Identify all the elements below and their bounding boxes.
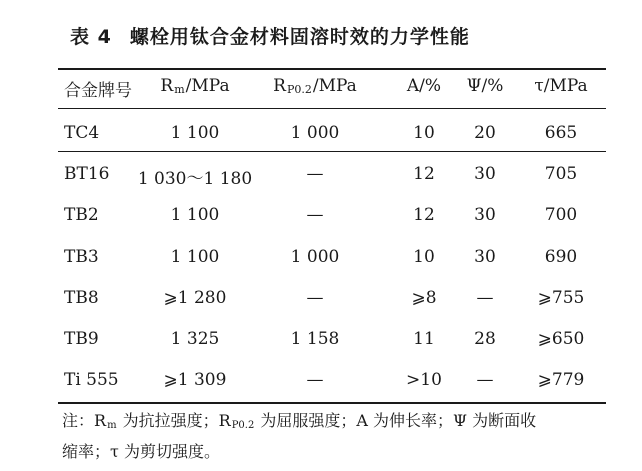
cell-a: 12 xyxy=(413,164,435,184)
table-title xyxy=(0,22,642,49)
cell-tau: ⩾755 xyxy=(537,288,585,308)
table-caption: 螺栓用钛合金材料固溶时效的力学性能 xyxy=(129,26,470,48)
cell-psi: — xyxy=(476,288,494,308)
header-elongation: A/% xyxy=(406,76,442,96)
header-grade: 合金牌号 xyxy=(64,81,132,101)
cell-grade: TB3 xyxy=(64,247,99,267)
cell-psi: 30 xyxy=(474,247,496,267)
cell-rp: — xyxy=(306,205,324,225)
header-shear: τ/MPa xyxy=(534,76,588,96)
cell-rp: — xyxy=(306,288,324,308)
cell-tau: 705 xyxy=(544,164,578,184)
cell-grade: TB2 xyxy=(64,205,99,225)
footnote-line-2: 缩率；τ 为剪切强度。 xyxy=(62,442,220,461)
cell-a: 12 xyxy=(413,205,435,225)
cell-rp: 1 000 xyxy=(290,247,340,267)
cell-tau: 690 xyxy=(544,247,578,267)
footnote-line-1: 注：$R_m$ 为抗拉强度；$R_{P0.2}$ 为屈服强度；A 为伸长率；Ψ 为断面收 xyxy=(62,411,537,431)
cell-tau: ⩾779 xyxy=(537,370,585,390)
header-rule xyxy=(58,108,606,109)
cell-rm: 1 100 xyxy=(170,205,220,225)
cell-rm: 1 100 xyxy=(170,123,220,143)
cell-rm: ⩾1 309 xyxy=(163,370,227,390)
cell-tau: 700 xyxy=(544,205,578,225)
cell-grade: TC4 xyxy=(64,123,100,143)
cell-tau: ⩾650 xyxy=(537,329,585,349)
cell-rm: 1 030～1 180 xyxy=(137,169,253,189)
bottom-rule xyxy=(58,402,606,404)
cell-grade: Ti 555 xyxy=(64,370,119,390)
table-row xyxy=(0,205,642,229)
table-row xyxy=(0,329,642,353)
table-row xyxy=(0,370,642,394)
cell-grade: TB8 xyxy=(64,288,99,308)
cell-rp: 1 000 xyxy=(290,123,340,143)
cell-psi: — xyxy=(476,370,494,390)
cell-tau: 665 xyxy=(544,123,578,143)
cell-a: 11 xyxy=(413,329,435,349)
cell-psi: 30 xyxy=(474,164,496,184)
cell-rm: ⩾1 280 xyxy=(163,288,227,308)
cell-rp: — xyxy=(306,164,324,184)
cell-rm: 1 325 xyxy=(170,329,220,349)
cell-a: >10 xyxy=(406,370,442,390)
cell-psi: 20 xyxy=(474,123,496,143)
table-number: 表 4 xyxy=(70,26,112,48)
cell-psi: 30 xyxy=(474,205,496,225)
header-rm: Rm/MPa xyxy=(160,76,230,96)
header-rp02: RP0.2/MPa xyxy=(273,76,357,96)
row-separator xyxy=(58,151,606,152)
cell-rp: 1 158 xyxy=(290,329,340,349)
cell-a: 10 xyxy=(413,247,435,267)
cell-grade: BT16 xyxy=(64,164,110,184)
cell-rp: — xyxy=(306,370,324,390)
cell-grade: TB9 xyxy=(64,329,99,349)
top-rule xyxy=(58,68,606,70)
header-reduction: Ψ/% xyxy=(466,76,504,96)
table-row xyxy=(0,288,642,312)
table-footnote xyxy=(62,408,622,465)
table-row xyxy=(0,247,642,271)
cell-rm: 1 100 xyxy=(170,247,220,267)
table-row xyxy=(0,123,642,147)
cell-a: ⩾8 xyxy=(411,288,437,308)
cell-psi: 28 xyxy=(474,329,496,349)
cell-a: 10 xyxy=(413,123,435,143)
table-row xyxy=(0,164,642,188)
